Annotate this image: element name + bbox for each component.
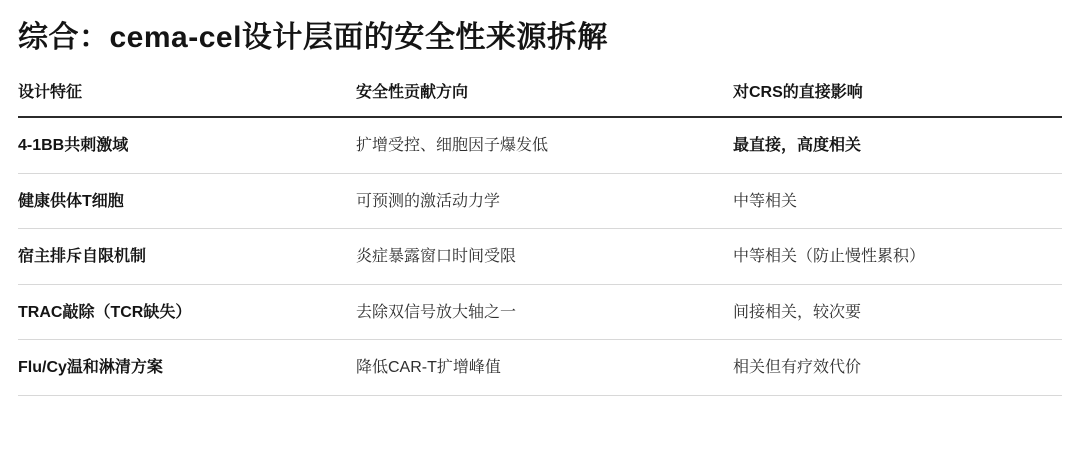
- cell-impact: 间接相关，较次要: [733, 284, 1062, 340]
- cell-contribution: 炎症暴露窗口时间受限: [356, 229, 733, 285]
- column-header-feature: 设计特征: [18, 71, 356, 117]
- cell-impact: 相关但有疗效代价: [733, 340, 1062, 396]
- cell-feature: 宿主排斥自限机制: [18, 229, 356, 285]
- table-row: [18, 117, 1062, 173]
- table-row: [18, 173, 1062, 229]
- table-row: [18, 340, 1062, 396]
- cell-contribution: 降低CAR-T扩增峰值: [356, 340, 733, 396]
- cell-impact: 中等相关: [733, 173, 1062, 229]
- safety-breakdown-table: [18, 71, 1062, 396]
- cell-contribution: 去除双信号放大轴之一: [356, 284, 733, 340]
- cell-feature: 4-1BB共刺激域: [18, 117, 356, 173]
- table-header: [18, 71, 1062, 117]
- table-row: [18, 229, 1062, 285]
- cell-impact: 中等相关（防止慢性累积）: [733, 229, 1062, 285]
- page-title: 综合：cema-cel设计层面的安全性来源拆解: [18, 21, 608, 54]
- cell-feature: 健康供体T细胞: [18, 173, 356, 229]
- cell-impact: 最直接，高度相关: [733, 117, 1062, 173]
- column-header-contribution: 安全性贡献方向: [356, 71, 733, 117]
- table-body: [18, 117, 1062, 395]
- cell-contribution: 扩增受控、细胞因子爆发低: [356, 117, 733, 173]
- cell-feature: Flu/Cy温和淋清方案: [18, 340, 356, 396]
- cell-feature: TRAC敲除（TCR缺失）: [18, 284, 356, 340]
- table-header-row: [18, 71, 1062, 117]
- table-row: [18, 284, 1062, 340]
- column-header-impact: 对CRS的直接影响: [733, 71, 1062, 117]
- cell-contribution: 可预测的激活动力学: [356, 173, 733, 229]
